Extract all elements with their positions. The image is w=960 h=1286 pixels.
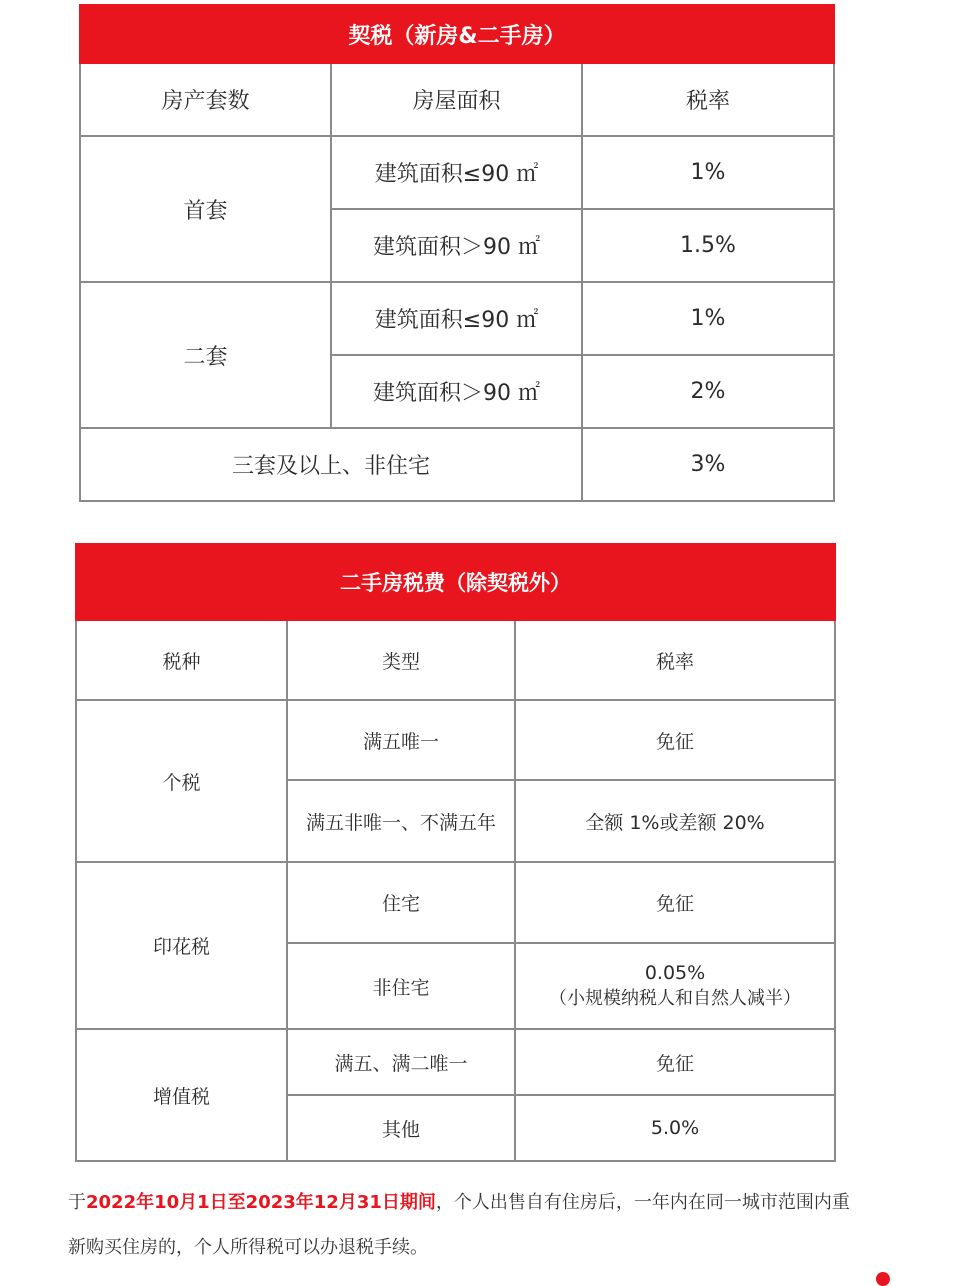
header-tax-rate: 税率 <box>515 620 835 700</box>
type-cell: 其他 <box>287 1095 515 1161</box>
note-date-range: 2022年10月1日至2023年12月31日期间 <box>86 1192 436 1213</box>
type-cell: 满五、满二唯一 <box>287 1029 515 1095</box>
refund-note <box>68 1180 858 1270</box>
second-home-label: 二套 <box>80 282 331 428</box>
rate-cell: 免征 <box>515 1029 835 1095</box>
vat-label: 增值税 <box>76 1029 287 1161</box>
type-cell: 满五唯一 <box>287 700 515 780</box>
type-cell: 住宅 <box>287 862 515 943</box>
rate-cell: 全额 1%或差额 20% <box>515 780 835 862</box>
rate-cell: 5.0% <box>515 1095 835 1161</box>
rate-note: （小规模纳税人和自然人减半） <box>549 988 802 1009</box>
resale-tax-title: 二手房税费（除契税外） <box>76 544 835 620</box>
rate-cell: 3% <box>582 428 834 501</box>
deed-tax-title: 契税（新房&二手房） <box>80 5 834 63</box>
rate-cell: 免征 <box>515 700 835 780</box>
rate-cell: 1% <box>582 282 834 355</box>
note-prefix: 于 <box>68 1192 86 1213</box>
income-tax-label: 个税 <box>76 700 287 862</box>
note-body: ，个人出售自有住房后，一年内在同一城市范围内重新购买住房的，个人所得税可以办退税手续。 <box>68 1192 850 1258</box>
rate-cell <box>515 943 835 1029</box>
area-cell: 建筑面积≤90 ㎡ <box>331 136 582 209</box>
third-plus-label: 三套及以上、非住宅 <box>80 428 582 501</box>
red-dot-marker <box>876 1272 890 1286</box>
type-cell: 非住宅 <box>287 943 515 1029</box>
resale-tax-table <box>75 543 836 1162</box>
type-cell: 满五非唯一、不满五年 <box>287 780 515 862</box>
area-cell: 建筑面积≤90 ㎡ <box>331 282 582 355</box>
area-cell: 建筑面积＞90 ㎡ <box>331 209 582 282</box>
header-tax-rate: 税率 <box>582 63 834 136</box>
first-home-label: 首套 <box>80 136 331 282</box>
deed-tax-table <box>79 4 835 502</box>
rate-cell: 1% <box>582 136 834 209</box>
stamp-tax-label: 印花税 <box>76 862 287 1029</box>
header-tax-type: 税种 <box>76 620 287 700</box>
header-category: 类型 <box>287 620 515 700</box>
rate-value: 0.05% <box>644 962 706 984</box>
rate-cell: 1.5% <box>582 209 834 282</box>
header-floor-area: 房屋面积 <box>331 63 582 136</box>
area-cell: 建筑面积＞90 ㎡ <box>331 355 582 428</box>
rate-cell: 2% <box>582 355 834 428</box>
rate-cell: 免征 <box>515 862 835 943</box>
header-property-count: 房产套数 <box>80 63 331 136</box>
